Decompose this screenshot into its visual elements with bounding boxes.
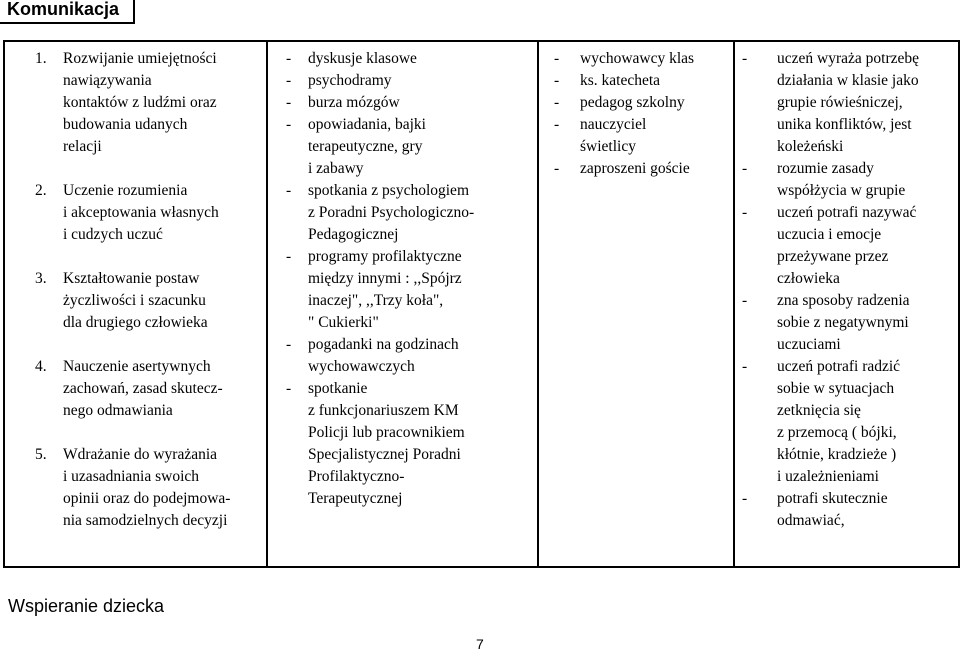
bullet-dash: - [286, 116, 292, 133]
method-text [308, 114, 524, 180]
goal-number: 4. [35, 358, 47, 375]
goal-line: życzliwości i szacunku [63, 292, 206, 309]
goal-line: i cudzych uczuć [63, 226, 163, 243]
goal-number: 3. [35, 270, 47, 287]
outcome-line: rozumie zasady [777, 160, 874, 177]
method-item [278, 114, 528, 180]
method-line: pogadanki na godzinach [308, 336, 459, 353]
method-line: programy profilaktyczne [308, 248, 462, 265]
method-line: opowiadania, bajki [308, 116, 426, 133]
outcome-line: współżycia w grupie [777, 182, 906, 199]
goal-item [13, 48, 265, 158]
outcome-line: uczeń potrafi nazywać [777, 204, 917, 221]
outcome-line: kłótnie, kradzieże ) [777, 446, 897, 463]
method-line: między innymi : ,,Spójrz [308, 270, 462, 287]
outcome-line: grupie rówieśniczej, [777, 94, 903, 111]
method-text [308, 48, 524, 70]
column-divider [733, 42, 735, 566]
bullet-dash: - [286, 50, 292, 67]
method-item [278, 334, 528, 378]
method-line: z Poradni Psychologiczno- [308, 204, 475, 221]
outcome-line: zetknięcia się [777, 402, 861, 419]
goal-line: relacji [63, 138, 102, 155]
goal-line: zachowań, zasad skutecz- [63, 380, 223, 397]
outcome-text [777, 488, 954, 532]
column-divider [537, 42, 539, 566]
outcome-line: potrafi skutecznie [777, 490, 888, 507]
page-number: 7 [476, 636, 484, 652]
person-line: nauczyciel [580, 116, 647, 133]
bullet-dash: - [286, 380, 292, 397]
person-item [550, 70, 730, 92]
outcome-line: sobie w sytuacjach [777, 380, 895, 397]
bullet-dash: - [286, 72, 292, 89]
bullet-dash: - [286, 336, 292, 353]
goal-text [63, 180, 259, 246]
method-item [278, 92, 528, 114]
method-text [308, 334, 524, 378]
method-item [278, 48, 528, 70]
outcome-line: koleżeński [777, 138, 844, 155]
person-item [550, 92, 730, 114]
outcome-item [740, 158, 960, 202]
goal-number: 5. [35, 446, 47, 463]
method-text [308, 92, 524, 114]
method-line: dyskusje klasowe [308, 50, 417, 67]
bullet-dash: - [554, 50, 560, 67]
goal-item [13, 268, 265, 334]
outcome-item [740, 202, 960, 290]
outcome-line: uczuciami [777, 336, 841, 353]
method-line: Specjalistycznej Poradni [308, 446, 461, 463]
outcome-text [777, 290, 954, 356]
people-column [550, 42, 730, 566]
goal-line: opinii oraz do podejmowa- [63, 490, 231, 507]
method-item [278, 180, 528, 246]
goal-line: nego odmawiania [63, 402, 173, 419]
outcome-line: działania w klasie jako [777, 72, 919, 89]
outcome-line: i uzależnieniami [777, 468, 879, 485]
person-text [580, 158, 726, 180]
outcome-line: człowieka [777, 270, 840, 287]
goal-line: i akceptowania własnych [63, 204, 219, 221]
bullet-dash: - [554, 94, 560, 111]
spacer [13, 334, 265, 356]
outcome-line: uczeń potrafi radzić [777, 358, 901, 375]
bullet-dash: - [286, 248, 292, 265]
program-table [3, 40, 960, 568]
method-line: wychowawczych [308, 358, 415, 375]
goal-line: dla drugiego człowieka [63, 314, 208, 331]
method-line: i zabawy [308, 160, 364, 177]
method-item [278, 70, 528, 92]
person-line: zaproszeni goście [580, 160, 690, 177]
method-text [308, 246, 524, 334]
outcome-item [740, 488, 960, 532]
bullet-dash: - [742, 358, 748, 375]
bullet-dash: - [554, 116, 560, 133]
method-line: psychodramy [308, 72, 392, 89]
outcome-line: unika konfliktów, jest [777, 116, 912, 133]
bullet-dash: - [286, 182, 292, 199]
goal-item [13, 444, 265, 532]
method-line: inaczej", ,,Trzy koła", [308, 292, 444, 309]
next-section-title: Wspieranie dziecka [8, 596, 165, 616]
goals-column [13, 42, 265, 566]
goal-text [63, 268, 259, 334]
method-line: spotkania z psychologiem [308, 182, 469, 199]
bullet-dash: - [742, 160, 748, 177]
goal-line: kontaktów z ludźmi oraz [63, 94, 217, 111]
method-line: Profilaktyczno- [308, 468, 405, 485]
goal-item [13, 180, 265, 246]
goal-text [63, 444, 259, 532]
goal-line: i uzasadniania swoich [63, 468, 200, 485]
person-text [580, 48, 726, 70]
outcome-line: zna sposoby radzenia [777, 292, 910, 309]
method-item [278, 246, 528, 334]
person-line: pedagog szkolny [580, 94, 685, 111]
outcome-text [777, 202, 954, 290]
goal-item [13, 356, 265, 422]
outcome-line: uczucia i emocje [777, 226, 882, 243]
outcome-line: z przemocą ( bójki, [777, 424, 897, 441]
method-text [308, 180, 524, 246]
bullet-dash: - [742, 292, 748, 309]
spacer [13, 422, 265, 444]
bullet-dash: - [742, 204, 748, 221]
method-text [308, 378, 524, 510]
section-header [0, 0, 135, 24]
spacer [13, 158, 265, 180]
method-line: Terapeutycznej [308, 490, 403, 507]
outcome-line: przeżywane przez [777, 248, 889, 265]
method-line: Policji lub pracownikiem [308, 424, 465, 441]
goal-number: 2. [35, 182, 47, 199]
goal-line: nia samodzielnych decyzji [63, 512, 228, 529]
goal-line: Nauczenie asertywnych [63, 358, 211, 375]
outcome-line: odmawiać, [777, 512, 845, 529]
column-divider [266, 42, 268, 566]
spacer [13, 246, 265, 268]
method-line: z funkcjonariuszem KM [308, 402, 459, 419]
method-line: spotkanie [308, 380, 368, 397]
outcome-text [777, 48, 954, 158]
method-line: " Cukierki" [308, 314, 379, 331]
person-item [550, 158, 730, 180]
person-line: ks. katecheta [580, 72, 661, 89]
person-line: świetlicy [580, 138, 636, 155]
outcome-line: uczeń wyraża potrzebę [777, 50, 919, 67]
method-line: burza mózgów [308, 94, 400, 111]
bullet-dash: - [742, 490, 748, 507]
person-item [550, 114, 730, 158]
person-text [580, 114, 726, 158]
outcome-line: sobie z negatywnymi [777, 314, 909, 331]
method-item [278, 378, 528, 510]
methods-column [278, 42, 528, 566]
bullet-dash: - [554, 72, 560, 89]
goal-line: nawiązywania [63, 72, 152, 89]
goal-line: Wdrażanie do wyrażania [63, 446, 218, 463]
goal-text [63, 356, 259, 422]
goal-line: Uczenie rozumienia [63, 182, 188, 199]
method-line: terapeutyczne, gry [308, 138, 423, 155]
person-line: wychowawcy klas [580, 50, 695, 67]
bullet-dash: - [554, 160, 560, 177]
outcomes-column [740, 42, 960, 566]
goal-text [63, 48, 259, 158]
goal-number: 1. [35, 50, 47, 67]
person-text [580, 92, 726, 114]
outcome-item [740, 290, 960, 356]
method-line: Pedagogicznej [308, 226, 399, 243]
goal-line: budowania udanych [63, 116, 188, 133]
person-text [580, 70, 726, 92]
person-item [550, 48, 730, 70]
outcome-item [740, 356, 960, 488]
outcome-text [777, 356, 954, 488]
section-title: Komunikacja [7, 0, 120, 19]
outcome-text [777, 158, 954, 202]
bullet-dash: - [286, 94, 292, 111]
outcome-item [740, 48, 960, 158]
goal-line: Kształtowanie postaw [63, 270, 200, 287]
bullet-dash: - [742, 50, 748, 67]
goal-line: Rozwijanie umiejętności [63, 50, 217, 67]
method-text [308, 70, 524, 92]
